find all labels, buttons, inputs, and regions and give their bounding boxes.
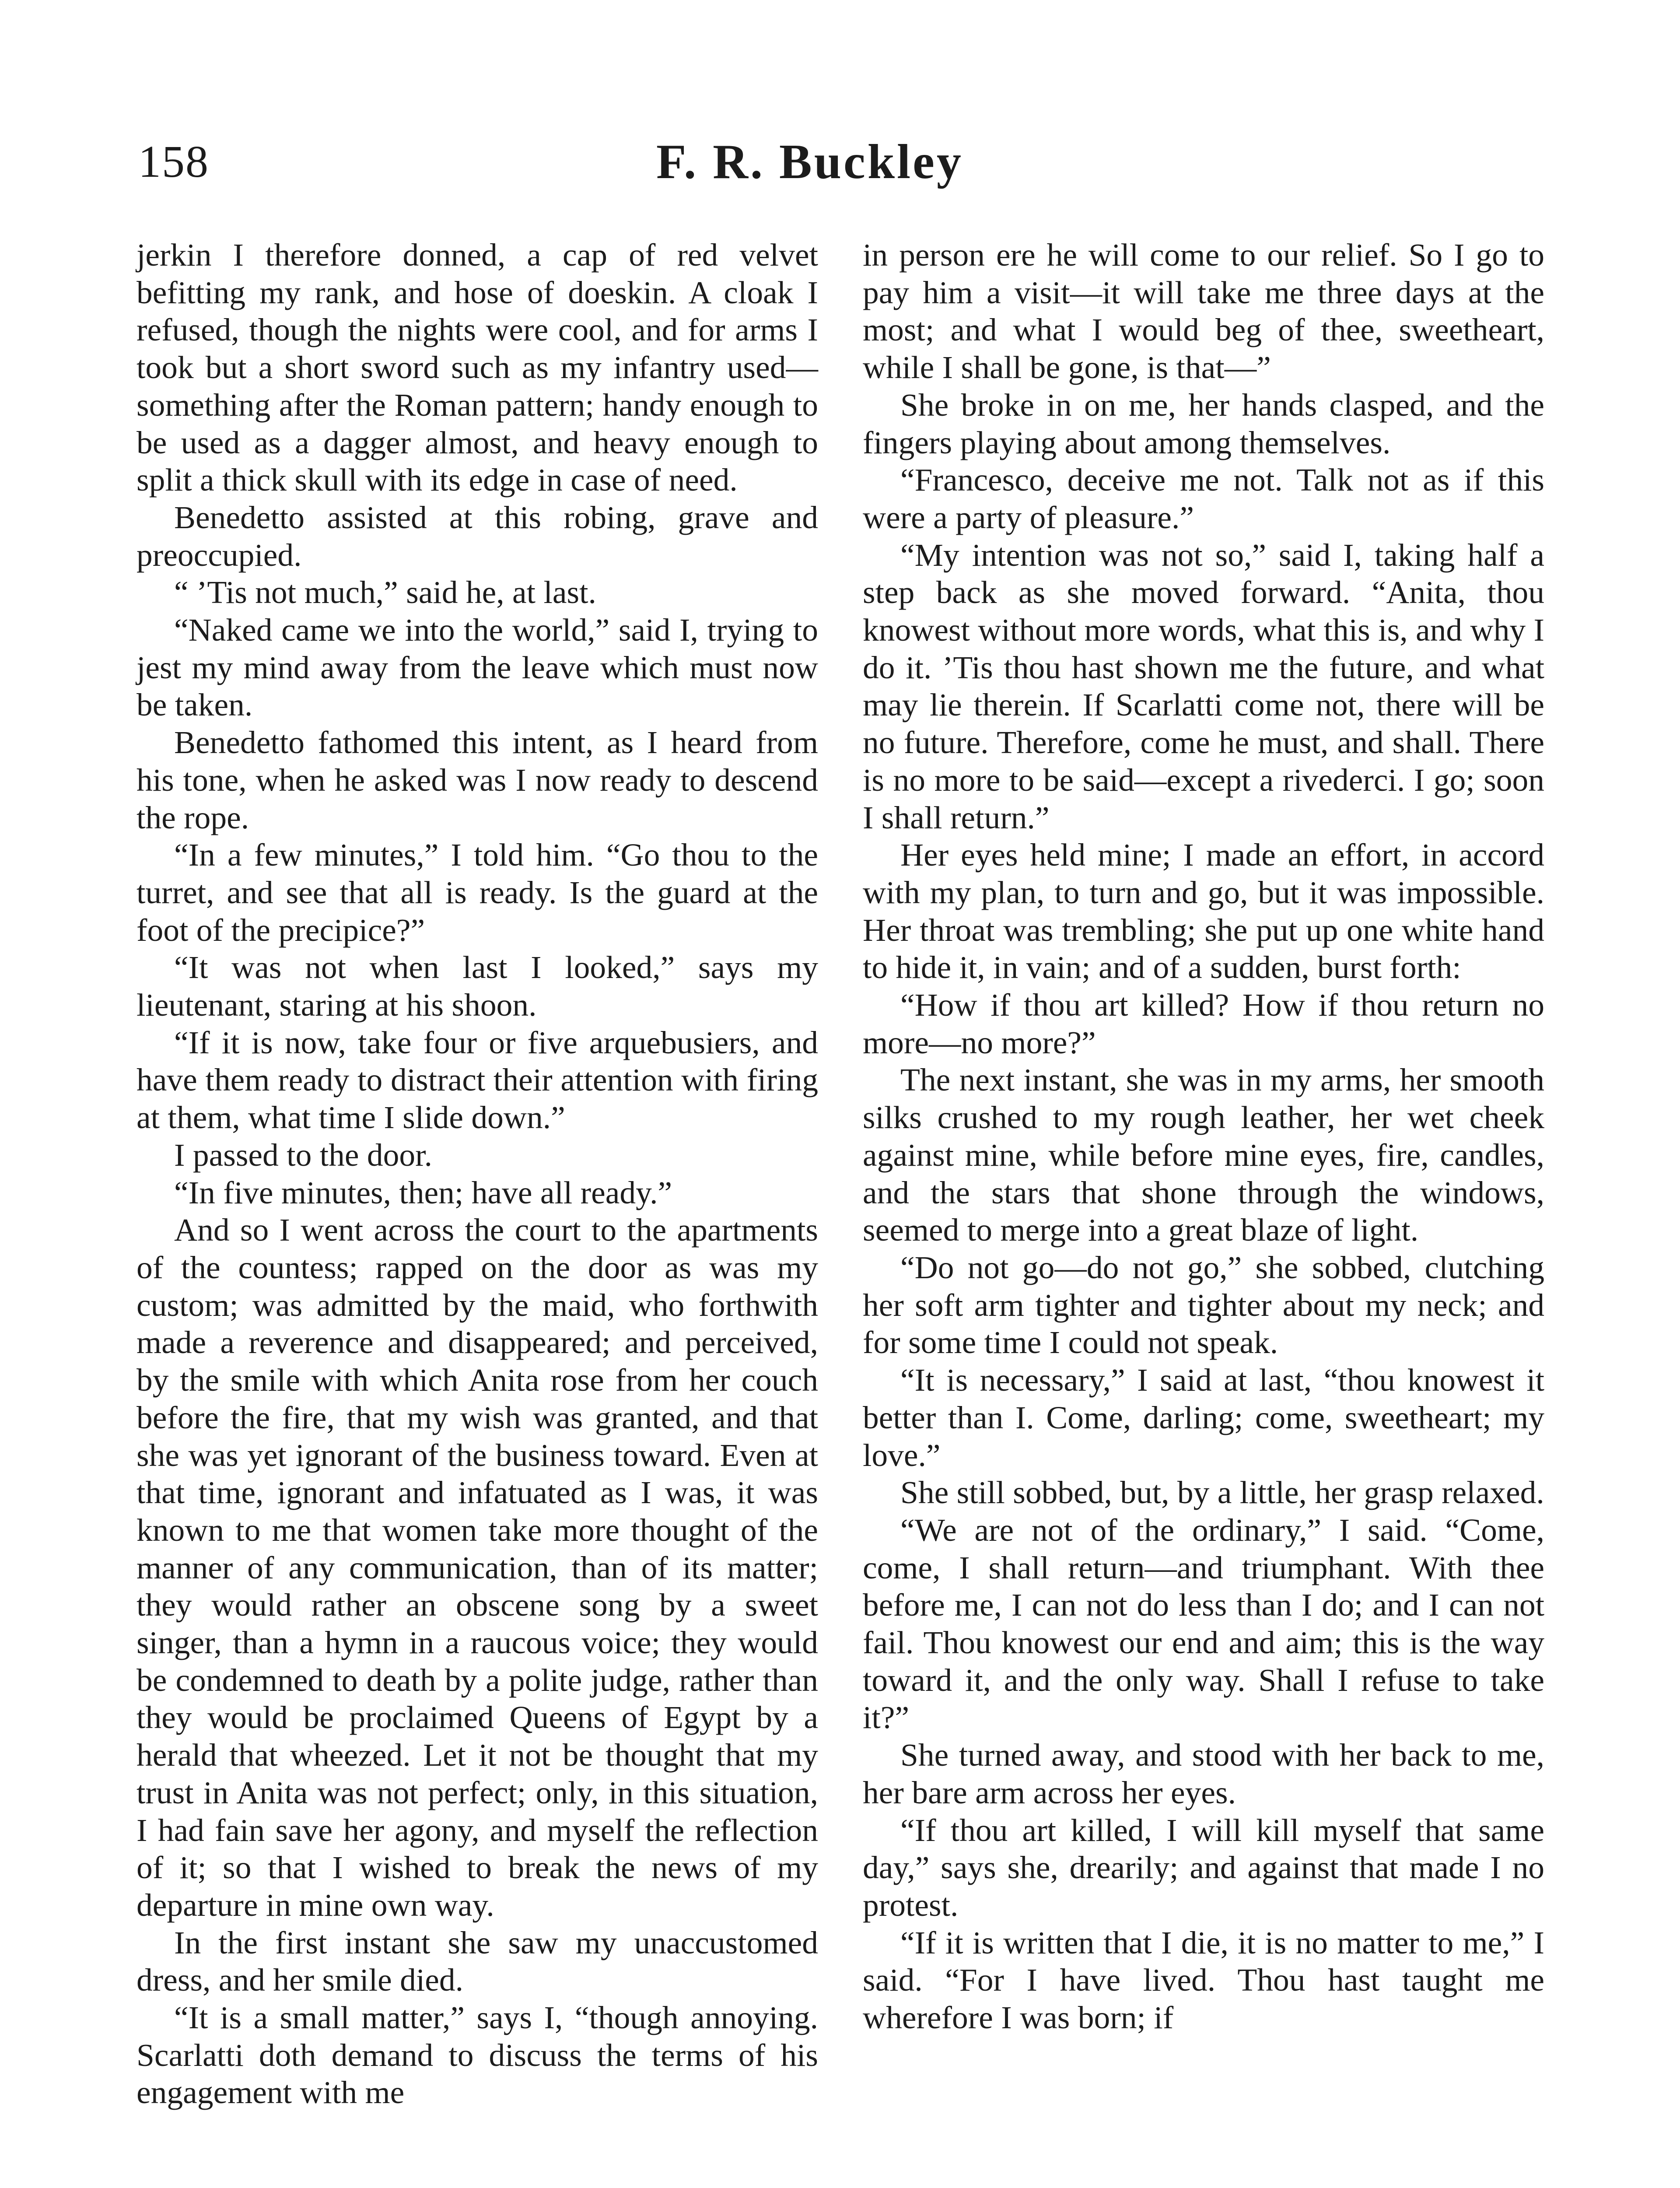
paragraph: In the first instant she saw my unaccustomed dress, and her smile died.: [136, 1925, 818, 1998]
paragraph: “In five minutes, then; have all ready.”: [174, 1175, 672, 1210]
running-head-author: F. R. Buckley: [656, 135, 963, 189]
paragraph: “Naked came we into the world,” said I, trying to jest my mind away from the leave which must now be taken.: [136, 612, 818, 723]
paragraph: Benedetto assisted at this robing, grave and preoccupied.: [136, 499, 818, 573]
paragraph: “How if thou art killed? How if thou return no more—no more?”: [863, 987, 1544, 1060]
paragraph: I passed to the door.: [174, 1137, 432, 1173]
page-number: 158: [138, 137, 209, 187]
paragraph: “We are not of the ordinary,” I said. “Come, come, I shall return—and triumphant. With thee before me, I can not do less than I do; and I can not fail. Thou knowest our end and aim; this is the way toward it, and the only way. Shall I refuse to take it?”: [863, 1512, 1544, 1736]
paragraph: “In a few minutes,” I told him. “Go thou to the turret, and see that all is ready. Is the guard at the foot of the precipice?”: [136, 837, 818, 948]
paragraph: “If it is written that I die, it is no matter to me,” I said. “For I have lived. Thou hast taught me wherefore I was born; if: [863, 1925, 1544, 2036]
paragraph: She broke in on me, her hands clasped, and the fingers playing about among themselves.: [863, 387, 1544, 460]
paragraph: “Do not go—do not go,” she sobbed, clutching her soft arm tighter and tighter about my neck; and for some time I could not speak.: [863, 1249, 1544, 1360]
paragraph: Her eyes held mine; I made an effort, in accord with my plan, to turn and go, but it was impossible. Her throat was trembling; she put up one white hand to hide it, in vain; and of a sudden, burst forth:: [863, 837, 1544, 985]
paragraph: “It is necessary,” I said at last, “thou knowest it better than I. Come, darling; come, sweetheart; my love.”: [863, 1362, 1544, 1473]
paragraph: “If thou art killed, I will kill myself that same day,” says she, drearily; and against that made I no protest.: [863, 1812, 1544, 1923]
paragraph: “If it is now, take four or five arquebusiers, and have them ready to distract their attention with firing at them, what time I slide down.”: [136, 1024, 818, 1136]
left-text-column: [136, 236, 818, 2111]
paragraph: jerkin I therefore donned, a cap of red velvet befitting my rank, and hose of doeskin. A cloak I refused, though the nights were cool, and for arms I took but a short sword such as my infantry used—something after the Roman pattern; handy enough to be used as a dagger almost, and heavy enough to split a thick skull with its edge in case of need.: [136, 237, 818, 498]
paragraph: “ ’Tis not much,” said he, at last.: [174, 575, 596, 610]
paragraph: “It is a small matter,” says I, “though annoying. Scarlatti doth demand to discuss the terms of his engagement with me: [136, 2000, 818, 2111]
paragraph: in person ere he will come to our relief. So I go to pay him a visit—it will take me three days at the most; and what I would beg of thee, sweetheart, while I shall be gone, is that—”: [863, 237, 1544, 386]
paragraph: She still sobbed, but, by a little, her grasp relaxed.: [900, 1475, 1544, 1511]
paragraph: “Francesco, deceive me not. Talk not as if this were a party of pleasure.”: [863, 462, 1544, 535]
paragraph: And so I went across the court to the apartments of the countess; rapped on the door as was my custom; was admitted by the maid, who forthwith made a reverence and disappeared; and perceived, by the smile with which Anita rose from her couch before the fire, that my wish was granted, and that she was yet ignorant of the business toward. Even at that time, ignorant and infatuated as I was, it was known to me that women take more thought of the manner of any communication, than of its matter; they would rather an obscene song by a sweet singer, than a hymn in a raucous voice; they would be condemned to death by a polite judge, rather than they would be proclaimed Queens of Egypt by a herald that wheezed. Let it not be thought that my trust in Anita was not perfect; only, in this situation, I had fain save her agony, and myself the reflection of it; so that I wished to break the news of my departure in mine own way.: [136, 1212, 818, 1923]
paragraph: The next instant, she was in my arms, her smooth silks crushed to my rough leather, her wet cheek against mine, while before mine eyes, fire, candles, and the stars that shone through the windows, seemed to merge into a great blaze of light.: [863, 1062, 1544, 1248]
paragraph: “It was not when last I looked,” says my lieutenant, staring at his shoon.: [136, 950, 818, 1023]
paragraph: She turned away, and stood with her back to me, her bare arm across her eyes.: [863, 1737, 1544, 1810]
paragraph: “My intention was not so,” said I, taking half a step back as she moved forward. “Anita, thou knowest without more words, what this is, and why I do it. ’Tis thou hast shown me the future, and what may lie therein. If Scarlatti come not, there will be no future. Therefore, come he must, and shall. There is no more to be said—except a rivederci. I go; soon I shall return.”: [863, 537, 1544, 835]
right-text-column: [863, 236, 1544, 2037]
paragraph: Benedetto fathomed this intent, as I heard from his tone, when he asked was I now ready to descend the rope.: [136, 725, 818, 835]
